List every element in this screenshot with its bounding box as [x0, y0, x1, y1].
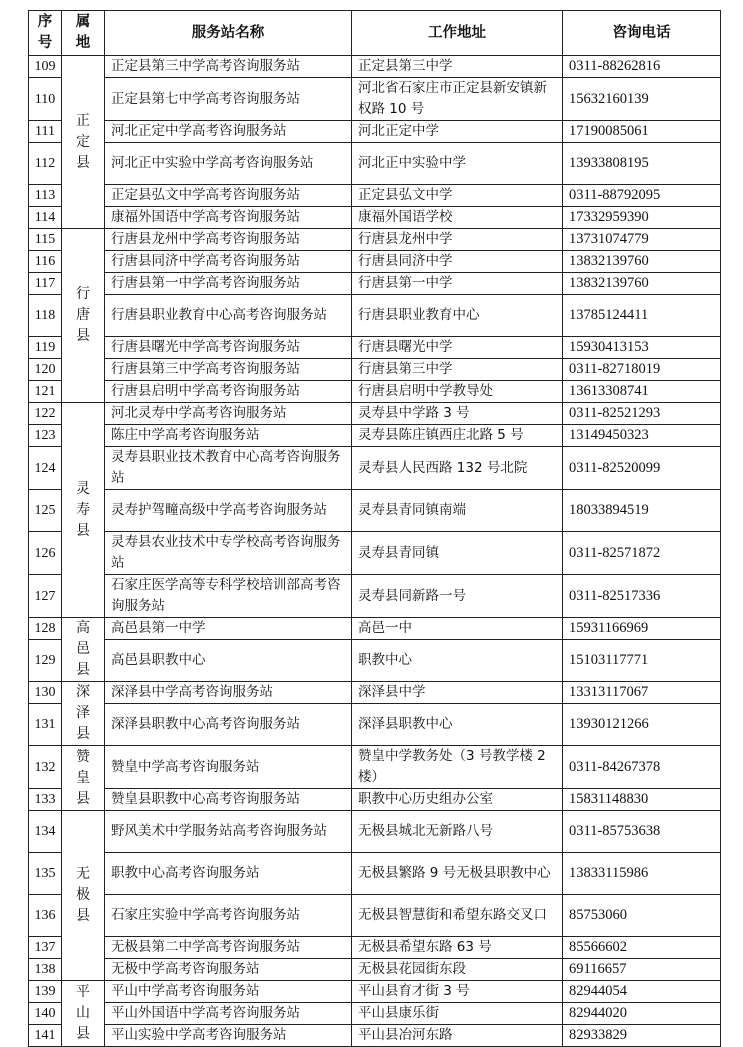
header-district-line2: 地	[75, 35, 91, 51]
row-phone: 82933829	[563, 1025, 721, 1047]
table-row	[29, 490, 721, 532]
row-work-address: 赞皇中学教务处（3 号教学楼 2 楼）	[352, 746, 563, 789]
row-work-address: 灵寿县陈庄镇西庄北路 5 号	[352, 425, 563, 447]
row-serial-number: 118	[29, 295, 62, 337]
row-serial-number: 139	[29, 981, 62, 1003]
row-serial-number: 137	[29, 937, 62, 959]
district-char: 行	[76, 286, 90, 302]
table-row	[29, 273, 721, 295]
table-row	[29, 207, 721, 229]
row-work-address: 无极县繁路 9 号无极县职教中心	[352, 853, 563, 895]
district-char: 泽	[76, 705, 90, 721]
row-phone: 0311-82521293	[563, 403, 721, 425]
row-phone: 18033894519	[563, 490, 721, 532]
row-phone: 69116657	[563, 959, 721, 981]
row-station-name: 赞皇县职教中心高考咨询服务站	[105, 789, 352, 811]
table-row	[29, 853, 721, 895]
row-phone: 15103117771	[563, 640, 721, 682]
row-phone: 0311-88262816	[563, 56, 721, 78]
row-station-name: 河北正中实验中学高考咨询服务站	[105, 143, 352, 185]
row-serial-number: 122	[29, 403, 62, 425]
row-station-name: 康福外国语中学高考咨询服务站	[105, 207, 352, 229]
header-serial-number-line1: 序	[37, 14, 53, 30]
row-phone: 17190085061	[563, 121, 721, 143]
table-row	[29, 981, 721, 1003]
district-cell	[62, 682, 105, 746]
row-station-name: 平山实验中学高考咨询服务站	[105, 1025, 352, 1047]
row-phone: 82944020	[563, 1003, 721, 1025]
row-station-name: 高邑县职教中心	[105, 640, 352, 682]
district-cell	[62, 56, 105, 229]
row-serial-number: 117	[29, 273, 62, 295]
row-phone: 85753060	[563, 895, 721, 937]
table-row	[29, 618, 721, 640]
service-station-table-container	[28, 10, 721, 1047]
table-row	[29, 403, 721, 425]
table-row	[29, 682, 721, 704]
row-serial-number: 138	[29, 959, 62, 981]
table-row	[29, 1003, 721, 1025]
row-station-name: 平山外国语中学高考咨询服务站	[105, 1003, 352, 1025]
table-row	[29, 937, 721, 959]
table-row	[29, 704, 721, 746]
row-station-name: 行唐县龙州中学高考咨询服务站	[105, 229, 352, 251]
row-work-address: 河北正中实验中学	[352, 143, 563, 185]
row-serial-number: 127	[29, 575, 62, 618]
row-serial-number: 125	[29, 490, 62, 532]
table-row	[29, 185, 721, 207]
row-station-name: 深泽县中学高考咨询服务站	[105, 682, 352, 704]
row-phone: 13149450323	[563, 425, 721, 447]
row-serial-number: 141	[29, 1025, 62, 1047]
row-serial-number: 116	[29, 251, 62, 273]
row-work-address: 行唐县职业教育中心	[352, 295, 563, 337]
row-serial-number: 131	[29, 704, 62, 746]
row-serial-number: 114	[29, 207, 62, 229]
row-station-name: 陈庄中学高考咨询服务站	[105, 425, 352, 447]
header-station-name: 服务站名称	[105, 11, 352, 56]
row-work-address: 行唐县曙光中学	[352, 337, 563, 359]
header-serial-number	[29, 11, 62, 56]
row-station-name: 行唐县第三中学高考咨询服务站	[105, 359, 352, 381]
row-serial-number: 112	[29, 143, 62, 185]
district-char: 灵	[76, 480, 90, 497]
table-row	[29, 895, 721, 937]
row-phone: 82944054	[563, 981, 721, 1003]
row-phone: 0311-82718019	[563, 359, 721, 381]
row-work-address: 行唐县第三中学	[352, 359, 563, 381]
row-station-name: 灵寿县农业技术中专学校高考咨询服务站	[105, 532, 352, 575]
row-phone: 13930121266	[563, 704, 721, 746]
row-phone: 15931166969	[563, 618, 721, 640]
row-phone: 15632160139	[563, 78, 721, 121]
district-char: 正	[76, 112, 90, 129]
row-phone: 0311-85753638	[563, 811, 721, 853]
table-row	[29, 447, 721, 490]
row-phone: 17332959390	[563, 207, 721, 229]
row-phone: 13613308741	[563, 381, 721, 403]
row-serial-number: 109	[29, 56, 62, 78]
row-station-name: 行唐县职业教育中心高考咨询服务站	[105, 295, 352, 337]
district-cell	[62, 746, 105, 811]
row-phone: 13833115986	[563, 853, 721, 895]
row-station-name: 无极县第二中学高考咨询服务站	[105, 937, 352, 959]
district-cell	[62, 981, 105, 1047]
district-char: 皇	[76, 769, 90, 786]
row-station-name: 行唐县同济中学高考咨询服务站	[105, 251, 352, 273]
row-phone: 0311-88792095	[563, 185, 721, 207]
row-station-name: 行唐县启明中学高考咨询服务站	[105, 381, 352, 403]
district-char: 唐	[76, 307, 90, 323]
row-station-name: 高邑县第一中学	[105, 618, 352, 640]
row-work-address: 无极县希望东路 63 号	[352, 937, 563, 959]
district-char: 县	[76, 522, 90, 539]
row-serial-number: 135	[29, 853, 62, 895]
table-row	[29, 143, 721, 185]
district-char: 县	[76, 908, 90, 924]
row-phone: 13832139760	[563, 273, 721, 295]
header-district	[62, 11, 105, 56]
row-serial-number: 124	[29, 447, 62, 490]
table-row	[29, 575, 721, 618]
row-work-address: 职教中心历史组办公室	[352, 789, 563, 811]
district-char: 县	[76, 154, 90, 171]
header-serial-number-line2: 号	[37, 35, 53, 51]
row-work-address: 深泽县中学	[352, 682, 563, 704]
row-work-address: 平山县康乐街	[352, 1003, 563, 1025]
row-station-name: 河北灵寿中学高考咨询服务站	[105, 403, 352, 425]
table-row	[29, 359, 721, 381]
district-char: 极	[76, 887, 90, 903]
row-station-name: 正定县弘文中学高考咨询服务站	[105, 185, 352, 207]
district-char: 无	[76, 866, 90, 882]
row-station-name: 石家庄医学高等专科学校培训部高考咨询服务站	[105, 575, 352, 618]
table-row	[29, 789, 721, 811]
row-station-name: 河北正定中学高考咨询服务站	[105, 121, 352, 143]
table-row	[29, 121, 721, 143]
row-work-address: 无极县城北无新路八号	[352, 811, 563, 853]
row-phone: 13313117067	[563, 682, 721, 704]
row-serial-number: 140	[29, 1003, 62, 1025]
district-char: 深	[76, 684, 90, 700]
header-phone: 咨询电话	[563, 11, 721, 56]
row-work-address: 灵寿县同新路一号	[352, 575, 563, 618]
table-row	[29, 746, 721, 789]
table-row	[29, 640, 721, 682]
row-work-address: 平山县冶河东路	[352, 1025, 563, 1047]
row-work-address: 正定县弘文中学	[352, 185, 563, 207]
row-station-name: 平山中学高考咨询服务站	[105, 981, 352, 1003]
row-work-address: 高邑一中	[352, 618, 563, 640]
row-serial-number: 126	[29, 532, 62, 575]
row-work-address: 河北省石家庄市正定县新安镇新权路 10 号	[352, 78, 563, 121]
district-char: 山	[76, 1005, 90, 1021]
row-phone: 13731074779	[563, 229, 721, 251]
district-char: 高	[76, 620, 90, 636]
row-serial-number: 115	[29, 229, 62, 251]
table-header-row	[29, 11, 721, 56]
table-row	[29, 78, 721, 121]
row-work-address: 灵寿县青同镇南端	[352, 490, 563, 532]
row-serial-number: 133	[29, 789, 62, 811]
row-work-address: 无极县智慧街和希望东路交叉口	[352, 895, 563, 937]
row-station-name: 野风美术中学服务站高考咨询服务站	[105, 811, 352, 853]
district-char: 寿	[76, 501, 90, 518]
row-serial-number: 110	[29, 78, 62, 121]
table-row	[29, 959, 721, 981]
row-station-name: 行唐县第一中学高考咨询服务站	[105, 273, 352, 295]
district-cell	[62, 618, 105, 682]
row-work-address: 河北正定中学	[352, 121, 563, 143]
row-station-name: 正定县第三中学高考咨询服务站	[105, 56, 352, 78]
district-char: 县	[76, 726, 90, 742]
row-serial-number: 136	[29, 895, 62, 937]
district-char: 县	[76, 1026, 90, 1042]
table-row	[29, 229, 721, 251]
row-phone: 85566602	[563, 937, 721, 959]
district-char: 县	[76, 790, 90, 807]
table-row	[29, 1025, 721, 1047]
row-serial-number: 113	[29, 185, 62, 207]
header-work-address: 工作地址	[352, 11, 563, 56]
district-char: 赞	[76, 748, 90, 765]
table-row	[29, 381, 721, 403]
row-serial-number: 123	[29, 425, 62, 447]
row-work-address: 职教中心	[352, 640, 563, 682]
row-work-address: 行唐县同济中学	[352, 251, 563, 273]
district-cell	[62, 403, 105, 618]
district-char: 县	[76, 328, 90, 344]
row-serial-number: 130	[29, 682, 62, 704]
row-work-address: 正定县第三中学	[352, 56, 563, 78]
row-phone: 0311-84267378	[563, 746, 721, 789]
district-char: 县	[76, 662, 90, 678]
row-station-name: 石家庄实验中学高考咨询服务站	[105, 895, 352, 937]
row-station-name: 行唐县曙光中学高考咨询服务站	[105, 337, 352, 359]
row-work-address: 行唐县龙州中学	[352, 229, 563, 251]
row-station-name: 灵寿护驾疃高级中学高考咨询服务站	[105, 490, 352, 532]
row-phone: 0311-82520099	[563, 447, 721, 490]
row-phone: 13933808195	[563, 143, 721, 185]
header-district-line1: 属	[75, 14, 91, 30]
row-work-address: 行唐县启明中学教导处	[352, 381, 563, 403]
table-row	[29, 251, 721, 273]
table-row	[29, 56, 721, 78]
row-work-address: 深泽县职教中心	[352, 704, 563, 746]
row-work-address: 平山县育才街 3 号	[352, 981, 563, 1003]
row-phone: 13832139760	[563, 251, 721, 273]
row-station-name: 赞皇中学高考咨询服务站	[105, 746, 352, 789]
row-serial-number: 120	[29, 359, 62, 381]
row-serial-number: 111	[29, 121, 62, 143]
district-char: 邑	[76, 641, 90, 657]
row-station-name: 深泽县职教中心高考咨询服务站	[105, 704, 352, 746]
row-serial-number: 119	[29, 337, 62, 359]
table-row	[29, 425, 721, 447]
district-cell	[62, 229, 105, 403]
district-char: 定	[76, 133, 90, 150]
row-phone: 15831148830	[563, 789, 721, 811]
row-station-name: 正定县第七中学高考咨询服务站	[105, 78, 352, 121]
district-char: 平	[76, 984, 90, 1000]
service-station-table	[28, 10, 721, 1047]
row-phone: 13785124411	[563, 295, 721, 337]
row-station-name: 无极中学高考咨询服务站	[105, 959, 352, 981]
row-work-address: 康福外国语学校	[352, 207, 563, 229]
row-serial-number: 128	[29, 618, 62, 640]
row-work-address: 灵寿县中学路 3 号	[352, 403, 563, 425]
table-row	[29, 811, 721, 853]
row-work-address: 行唐县第一中学	[352, 273, 563, 295]
row-serial-number: 121	[29, 381, 62, 403]
row-serial-number: 132	[29, 746, 62, 789]
district-cell	[62, 811, 105, 981]
row-phone: 0311-82517336	[563, 575, 721, 618]
row-work-address: 无极县花园街东段	[352, 959, 563, 981]
row-work-address: 灵寿县人民西路 132 号北院	[352, 447, 563, 490]
row-station-name: 灵寿县职业技术教育中心高考咨询服务站	[105, 447, 352, 490]
row-serial-number: 134	[29, 811, 62, 853]
table-row	[29, 295, 721, 337]
row-phone: 15930413153	[563, 337, 721, 359]
row-phone: 0311-82571872	[563, 532, 721, 575]
row-serial-number: 129	[29, 640, 62, 682]
table-row	[29, 532, 721, 575]
row-station-name: 职教中心高考咨询服务站	[105, 853, 352, 895]
table-row	[29, 337, 721, 359]
row-work-address: 灵寿县青同镇	[352, 532, 563, 575]
table-body	[29, 56, 721, 1047]
